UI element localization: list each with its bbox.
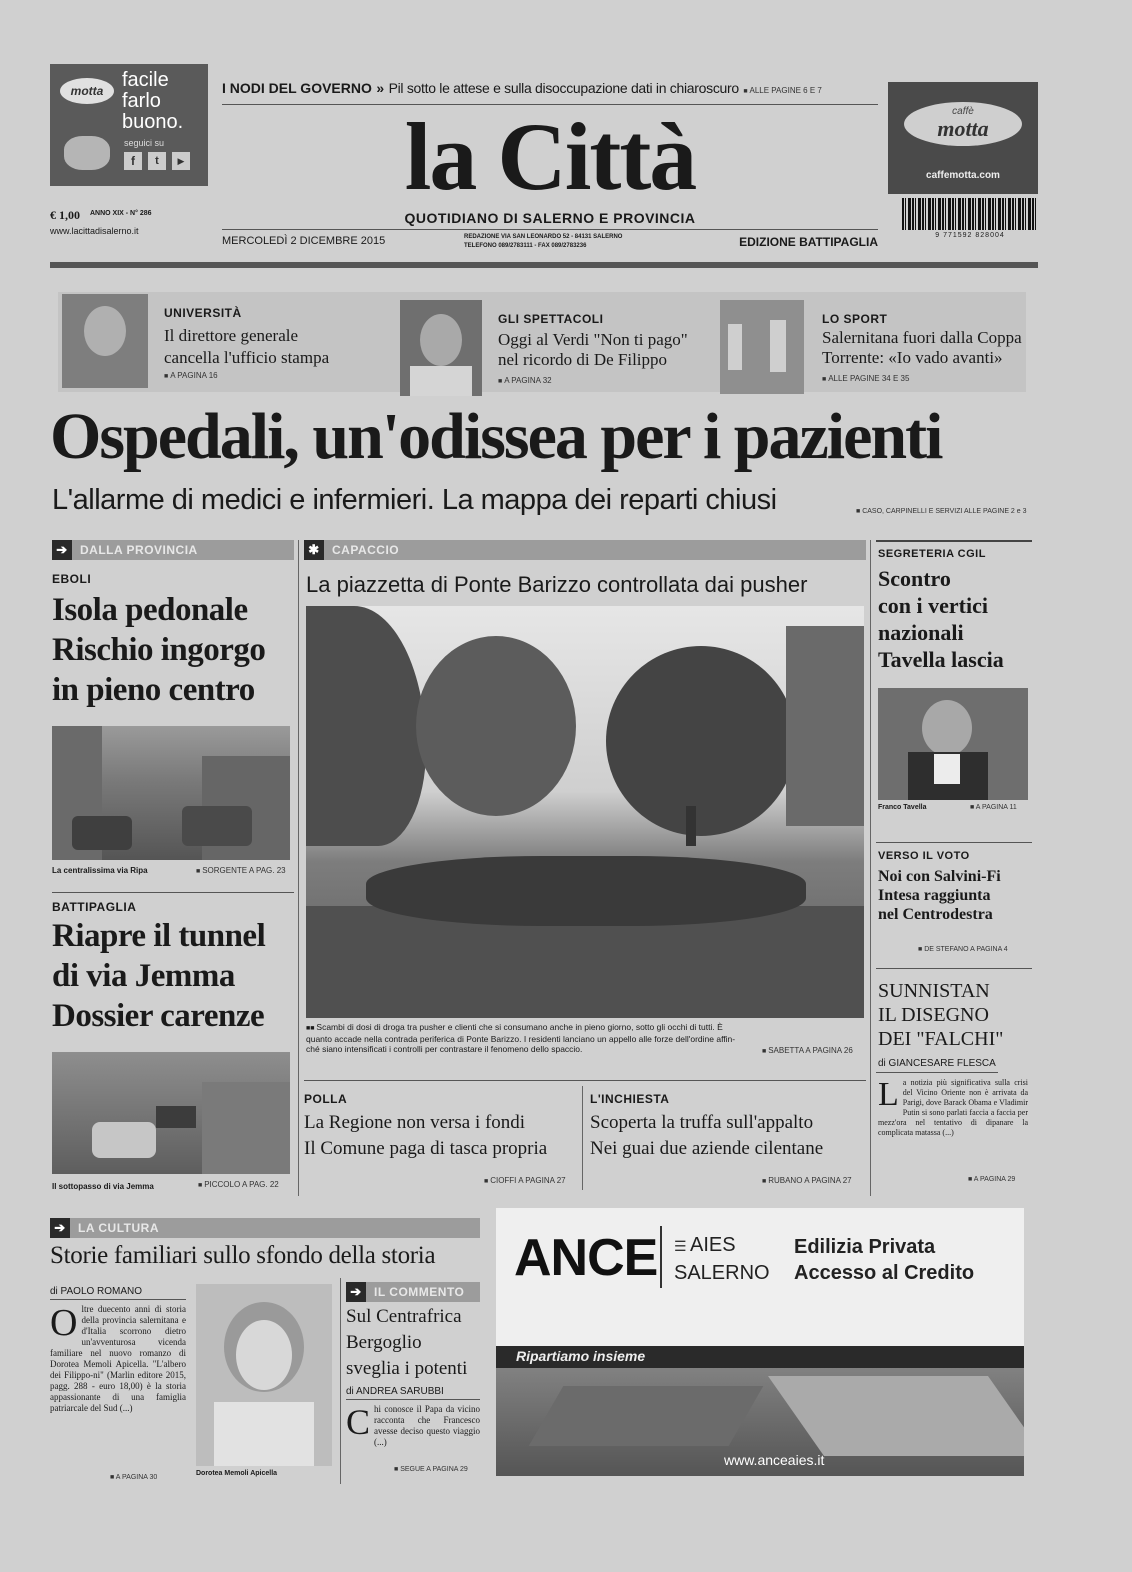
inchiesta-ref: ■ RUBANO A PAGINA 27: [762, 1176, 852, 1185]
dropcap: O: [50, 1304, 78, 1344]
cgil-headline-4[interactable]: Tavella lascia: [878, 647, 1004, 672]
redazione-line-1: REDAZIONE VIA SAN LEONARDO 52 - 84131 SALERNO: [464, 234, 623, 240]
eboli-headline-1[interactable]: Isola pedonale: [52, 592, 248, 628]
tavella-photo: [878, 688, 1028, 800]
teaser-spettacoli[interactable]: [400, 300, 710, 390]
masthead-bottom-bar: [50, 262, 1038, 268]
tunnel-photo: [52, 1052, 290, 1174]
topline-ref: ■ ALLE PAGINE 6 E 7: [743, 86, 822, 95]
sunnistan-headline-2[interactable]: IL DISEGNO: [878, 1004, 989, 1026]
caption-line-2: quanto accade nella contrada periferica di Ponte Barizzo. I residenti lanciano un appello alle forze dell'ordine affin-: [306, 1034, 736, 1044]
teaser-kicker: UNIVERSITÀ: [164, 306, 242, 320]
eboli-headline-3[interactable]: in pieno centro: [52, 672, 255, 708]
inchiesta-line-1: Scoperta la truffa sull'appalto: [590, 1112, 814, 1133]
portrait-photo: [400, 300, 482, 396]
masthead-date: MERCOLEDÌ 2 DICEMBRE 2015: [222, 235, 386, 247]
sunnistan-byline: di GIANCESARE FLESCA: [878, 1058, 996, 1069]
eboli-kicker: EBOLI: [52, 572, 92, 586]
dropcap: C: [346, 1404, 371, 1442]
ponte-barizzo-photo: [306, 606, 864, 1018]
topline-text: Pil sotto le attese e sulla disoccupazione dati in chiaroscuro: [388, 80, 739, 96]
motta-brand: motta: [937, 116, 989, 141]
ance-title-1: Edilizia Privata: [794, 1236, 936, 1258]
left-divider: [52, 892, 294, 893]
issue-number: ANNO XIX - N° 286: [90, 210, 152, 217]
lead-headline[interactable]: Ospedali, un'odissea per i pazienti: [50, 400, 942, 473]
polla-story[interactable]: [304, 1088, 580, 1188]
redazione-line-2: TELEFONO 089/2783111 - FAX 089/2783236: [464, 243, 587, 249]
voto-headline-2[interactable]: Intesa raggiunta: [878, 887, 991, 904]
cgil-headline-3[interactable]: nazionali: [878, 620, 964, 645]
cultura-byline: di PAOLO ROMANO: [50, 1286, 143, 1297]
column-rule-right: [870, 540, 871, 1196]
cultura-headline[interactable]: Storie familiari sullo sfondo della storia: [50, 1242, 436, 1269]
teaser-line-1: Oggi al Verdi "Non ti pago": [498, 330, 688, 349]
section-label: IL COMMENTO: [374, 1285, 465, 1299]
commento-byline-rule: [346, 1399, 480, 1400]
polla-divider: [582, 1086, 583, 1190]
arrow-right-icon: ➔: [50, 1218, 70, 1238]
inchiesta-story[interactable]: [590, 1088, 866, 1188]
cultura-byline-rule: [50, 1299, 186, 1300]
cultura-ref: ■ A PAGINA 30: [110, 1474, 157, 1481]
teaser-line-2: Torrente: «Io vado avanti»: [822, 348, 1003, 367]
arrow-right-icon: ➔: [346, 1282, 366, 1302]
tunnel-caption: Il sottopasso di via Jemma: [52, 1182, 154, 1191]
cgil-kicker: SEGRETERIA CGIL: [878, 548, 986, 560]
ance-slogan: Ripartiamo insieme: [516, 1348, 646, 1364]
commento-body: Chi conosce il Papa da vicino racconta che Francesco avesse deciso questo viaggio (...): [346, 1404, 480, 1447]
teaser-line-1: Il direttore generale: [164, 326, 299, 345]
topline-arrow: »: [376, 80, 385, 96]
dorotea-photo: [196, 1284, 332, 1466]
dorotea-caption: Dorotea Memoli Apicella: [196, 1470, 278, 1477]
battipaglia-headline-1[interactable]: Riapre il tunnel: [52, 918, 266, 954]
teaser-ref: ■ A PAGINA 16: [164, 371, 218, 380]
teaser-ref: ■ ALLE PAGINE 34 E 35: [822, 374, 909, 383]
section-capaccio[interactable]: [304, 540, 866, 560]
topline-kicker: I NODI DEL GOVERNO: [222, 80, 372, 96]
arrow-right-icon: ➔: [52, 540, 72, 560]
via-ripa-photo: [52, 726, 290, 860]
ance-aies: AIES: [690, 1234, 736, 1256]
caption-line-1: ■■ Scambi di dosi di droga tra pusher e clienti che si consumano anche in pieno giorno, sotto gli occhi di tutti. È: [306, 1022, 723, 1032]
teaser-kicker: LO SPORT: [822, 312, 888, 326]
commento-byline: di ANDREA SARUBBI: [346, 1386, 444, 1397]
teaser-line-1: Salernitana fuori dalla Coppa: [822, 328, 1022, 347]
battipaglia-ref: ■ PICCOLO A PAG. 22: [198, 1180, 279, 1189]
teaser-ref: ■ A PAGINA 32: [498, 376, 552, 385]
barcode: [902, 198, 1038, 230]
via-ripa-caption: La centralissima via Ripa: [52, 866, 148, 875]
dropcap: L: [878, 1078, 899, 1113]
football-photo: [720, 300, 804, 394]
masthead-rule: [222, 229, 878, 230]
lead-ref: ■ CASO, CARPINELLI E SERVIZI ALLE PAGINE 2 e 3: [856, 508, 1027, 515]
section-label: LA CULTURA: [78, 1221, 159, 1235]
portrait-photo: [62, 294, 148, 388]
asterisk-icon: ✱: [304, 540, 324, 560]
right-divider-2: [876, 968, 1032, 969]
tavella-caption: Franco Tavella: [878, 804, 927, 811]
ance-salerno: SALERNO: [674, 1262, 770, 1284]
section-il-commento[interactable]: [346, 1282, 480, 1302]
commento-headline-3[interactable]: sveglia i potenti: [346, 1358, 468, 1379]
ad-slogan-2: farlo: [122, 90, 161, 112]
ad-slogan-1: facile: [122, 69, 169, 91]
motta-ad-right[interactable]: [888, 82, 1038, 194]
commento-headline-1[interactable]: Sul Centrafrica: [346, 1306, 462, 1327]
right-divider-1: [876, 842, 1032, 843]
battipaglia-kicker: BATTIPAGLIA: [52, 900, 137, 914]
ance-url[interactable]: www.anceaies.it: [724, 1452, 825, 1468]
building-icon: ☰: [674, 1238, 687, 1254]
polla-kicker: POLLA: [304, 1092, 348, 1106]
sunnistan-byline-rule: [876, 1072, 998, 1073]
commento-headline-2[interactable]: Bergoglio: [346, 1332, 422, 1353]
battipaglia-headline-2[interactable]: di via Jemma: [52, 958, 235, 994]
capaccio-ref: ■ SABETTA A PAGINA 26: [762, 1046, 853, 1055]
cgil-ref: ■ A PAGINA 11: [970, 804, 1017, 811]
edition: EDIZIONE BATTIPAGLIA: [739, 235, 878, 249]
right-col-top-rule: [876, 540, 1032, 542]
topline[interactable]: [222, 80, 878, 104]
price: € 1,00: [50, 208, 80, 222]
teaser-line-2: cancella l'ufficio stampa: [164, 348, 330, 367]
sunnistan-headline-1[interactable]: SUNNISTAN: [878, 980, 990, 1002]
sunnistan-body: La notizia più significativa sulla crisi del Vicino Oriente non è arrivata da Parigi, dove Barack Obama e Vladimir Putin si sono parlati faccia a faccia per mezz'ora nel tentativo di dipanare la complicata matassa (...): [878, 1078, 1028, 1137]
facebook-icon[interactable]: f: [124, 152, 142, 170]
cake-image: [64, 136, 110, 170]
section-dalla-provincia[interactable]: [52, 540, 294, 560]
column-rule-left: [298, 540, 299, 1196]
voto-kicker: VERSO IL VOTO: [878, 850, 970, 862]
capaccio-headline[interactable]: La piazzetta di Ponte Barizzo controllata dai pusher: [306, 572, 808, 597]
eboli-ref: ■ SORGENTE A PAG. 23: [196, 866, 286, 875]
inchiesta-line-2: Nei guai due aziende cilentane: [590, 1138, 824, 1159]
caption-line-3: ché siano intensificati i controlli per contrastare il fenomeno dello spaccio.: [306, 1044, 583, 1054]
center-divider: [304, 1080, 866, 1081]
ance-separator: [660, 1226, 662, 1288]
eboli-headline-2[interactable]: Rischio ingorgo: [52, 632, 266, 668]
ance-title-2: Accesso al Credito: [794, 1262, 975, 1284]
caffe-label: caffè: [952, 106, 974, 117]
youtube-icon[interactable]: ▶: [172, 152, 190, 170]
polla-line-1: La Regione non versa i fondi: [304, 1112, 526, 1133]
ad-slogan-3: buono.: [122, 111, 184, 133]
cgil-headline-1[interactable]: Scontro: [878, 566, 951, 591]
section-label: CAPACCIO: [332, 543, 400, 557]
motta-logo: motta: [60, 78, 114, 104]
barcode-number: 9 771592 828004: [935, 232, 1005, 239]
commento-ref: ■ SEGUE A PAGINA 29: [394, 1466, 468, 1473]
polla-line-2: Il Comune paga di tasca propria: [304, 1138, 548, 1159]
section-label: DALLA PROVINCIA: [80, 543, 198, 557]
teaser-kicker: GLI SPETTACOLI: [498, 312, 604, 326]
ance-ad[interactable]: [496, 1208, 1024, 1476]
battipaglia-headline-3[interactable]: Dossier carenze: [52, 998, 265, 1034]
inchiesta-kicker: L'INCHIESTA: [590, 1092, 670, 1106]
website[interactable]: www.lacittadisalerno.it: [50, 226, 139, 236]
cultura-body: Oltre duecento anni di storia della provincia salernitana e d'Italia scorrono dietro un'avventurosa vicenda familiare nel nuovo romanzo di Dorotea Memoli Apicella. "L'albero dei Filippo-ni" (Marlin editore 2015, pagg. 288 - euro 18,00) è la storia appassionante di una famiglia patriarcale del Sud (...): [50, 1304, 186, 1413]
polla-ref: ■ CIOFFI A PAGINA 27: [484, 1176, 566, 1185]
masthead-subtitle: QUOTIDIANO DI SALERNO E PROVINCIA: [404, 210, 696, 226]
lead-subhead: L'allarme di medici e infermieri. La mappa dei reparti chiusi: [52, 484, 777, 516]
commento-rule: [340, 1278, 341, 1484]
teaser-line-2: nel ricordo di De Filippo: [498, 350, 668, 369]
motta-ad-left[interactable]: [50, 64, 208, 186]
voto-ref: ■ DE STEFANO A PAGINA 4: [918, 946, 1008, 953]
masthead-title: la Città: [404, 103, 696, 210]
ance-logo: ANCE: [514, 1229, 658, 1287]
voto-headline-1[interactable]: Noi con Salvini-Fi: [878, 868, 1001, 885]
cgil-headline-2[interactable]: con i vertici: [878, 593, 988, 618]
ad-follow: seguici su: [124, 138, 165, 148]
voto-headline-3[interactable]: nel Centrodestra: [878, 906, 993, 923]
teaser-sport[interactable]: [720, 300, 1030, 390]
caffe-motta-url[interactable]: caffemotta.com: [926, 170, 1000, 181]
section-la-cultura[interactable]: [50, 1218, 480, 1238]
twitter-icon[interactable]: t: [148, 152, 166, 170]
sunnistan-headline-3[interactable]: DEI "FALCHI": [878, 1028, 1004, 1050]
sunnistan-ref: ■ A PAGINA 29: [968, 1176, 1015, 1183]
teaser-universita[interactable]: [62, 294, 382, 390]
